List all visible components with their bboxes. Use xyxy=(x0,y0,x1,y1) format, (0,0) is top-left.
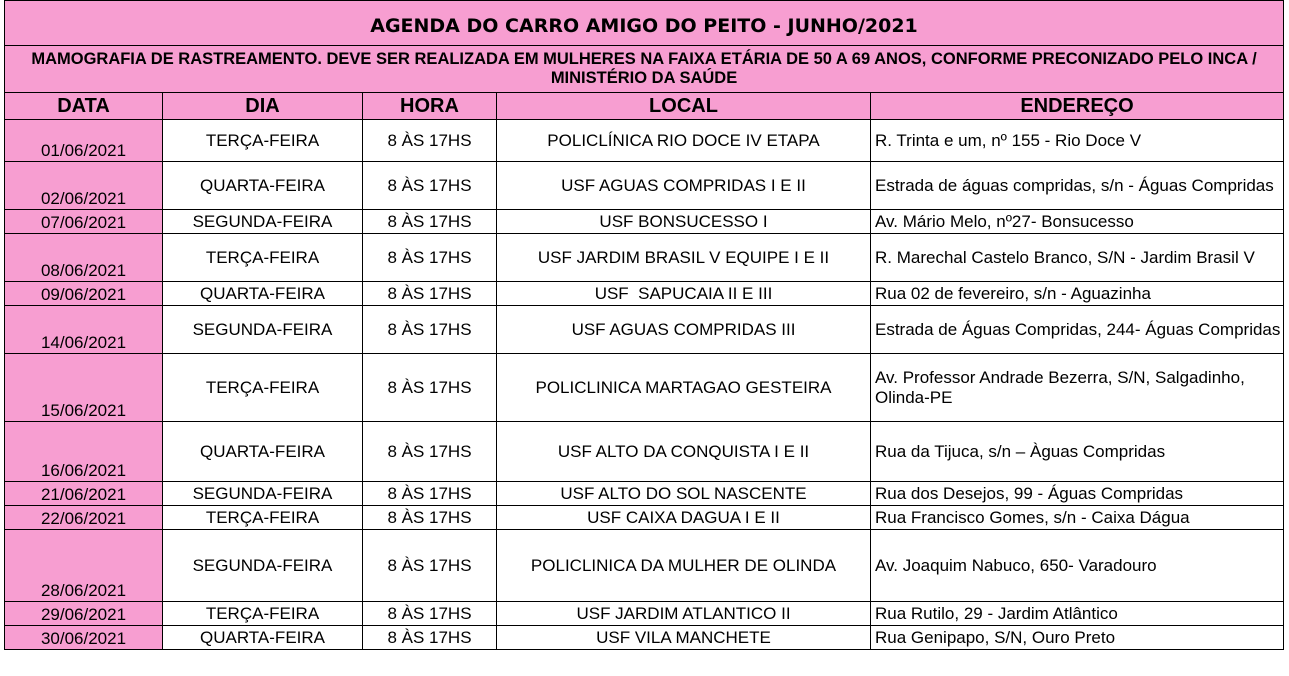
cell-dia: TERÇA-FEIRA xyxy=(163,234,363,282)
table-row xyxy=(5,602,1284,626)
cell-endereco: R. Trinta e um, nº 155 - Rio Doce V xyxy=(871,120,1284,162)
cell-local: POLICLÍNICA RIO DOCE IV ETAPA xyxy=(497,120,871,162)
cell-dia: QUARTA-FEIRA xyxy=(163,282,363,306)
table-row xyxy=(5,282,1284,306)
table-row xyxy=(5,422,1284,482)
page-subtitle: MAMOGRAFIA DE RASTREAMENTO. DEVE SER REALIZADA EM MULHERES NA FAIXA ETÁRIA DE 50 A 69 ANOS, CONFORME PRECONIZADO PELO INCA / MINISTÉRIO DA SAÚDE xyxy=(5,46,1284,93)
cell-endereco: Estrada de águas compridas, s/n - Águas Compridas xyxy=(871,162,1284,210)
cell-data: 21/06/2021 xyxy=(5,482,163,506)
cell-endereco: Rua da Tijuca, s/n – Àguas Compridas xyxy=(871,422,1284,482)
table-row xyxy=(5,354,1284,422)
cell-dia: SEGUNDA-FEIRA xyxy=(163,210,363,234)
table-row xyxy=(5,120,1284,162)
cell-local: POLICLINICA DA MULHER DE OLINDA xyxy=(497,530,871,602)
cell-local: USF AGUAS COMPRIDAS III xyxy=(497,306,871,354)
cell-hora: 8 ÀS 17HS xyxy=(363,120,497,162)
cell-hora: 8 ÀS 17HS xyxy=(363,482,497,506)
cell-local: USF VILA MANCHETE xyxy=(497,626,871,650)
cell-local: USF JARDIM ATLANTICO II xyxy=(497,602,871,626)
cell-hora: 8 ÀS 17HS xyxy=(363,602,497,626)
cell-dia: TERÇA-FEIRA xyxy=(163,354,363,422)
cell-dia: TERÇA-FEIRA xyxy=(163,120,363,162)
cell-local: USF BONSUCESSO I xyxy=(497,210,871,234)
column-header-endereco: ENDEREÇO xyxy=(871,93,1284,120)
cell-endereco: Rua Francisco Gomes, s/n - Caixa Dágua xyxy=(871,506,1284,530)
cell-dia: QUARTA-FEIRA xyxy=(163,422,363,482)
schedule-table xyxy=(4,0,1284,650)
cell-hora: 8 ÀS 17HS xyxy=(363,162,497,210)
page-title: AGENDA DO CARRO AMIGO DO PEITO - JUNHO/2021 xyxy=(5,1,1284,46)
cell-endereco: Rua 02 de fevereiro, s/n - Aguazinha xyxy=(871,282,1284,306)
cell-data: 08/06/2021 xyxy=(5,234,163,282)
cell-data: 28/06/2021 xyxy=(5,530,163,602)
cell-dia: SEGUNDA-FEIRA xyxy=(163,482,363,506)
cell-local: USF AGUAS COMPRIDAS I E II xyxy=(497,162,871,210)
cell-hora: 8 ÀS 17HS xyxy=(363,354,497,422)
cell-endereco: Av. Professor Andrade Bezerra, S/N, Salgadinho, Olinda-PE xyxy=(871,354,1284,422)
cell-data: 29/06/2021 xyxy=(5,602,163,626)
column-header-dia: DIA xyxy=(163,93,363,120)
cell-dia: TERÇA-FEIRA xyxy=(163,506,363,530)
cell-data: 14/06/2021 xyxy=(5,306,163,354)
cell-local: USF JARDIM BRASIL V EQUIPE I E II xyxy=(497,234,871,282)
cell-endereco: R. Marechal Castelo Branco, S/N - Jardim Brasil V xyxy=(871,234,1284,282)
cell-dia: SEGUNDA-FEIRA xyxy=(163,530,363,602)
cell-endereco: Rua dos Desejos, 99 - Águas Compridas xyxy=(871,482,1284,506)
cell-data: 02/06/2021 xyxy=(5,162,163,210)
cell-data: 09/06/2021 xyxy=(5,282,163,306)
cell-hora: 8 ÀS 17HS xyxy=(363,506,497,530)
table-row xyxy=(5,306,1284,354)
cell-data: 07/06/2021 xyxy=(5,210,163,234)
cell-endereco: Estrada de Águas Compridas, 244- Águas Compridas xyxy=(871,306,1284,354)
cell-dia: QUARTA-FEIRA xyxy=(163,626,363,650)
table-row xyxy=(5,234,1284,282)
schedule-sheet xyxy=(4,0,1283,650)
cell-hora: 8 ÀS 17HS xyxy=(363,626,497,650)
column-header-local: LOCAL xyxy=(497,93,871,120)
cell-endereco: Av. Joaquim Nabuco, 650- Varadouro xyxy=(871,530,1284,602)
cell-local: USF ALTO DA CONQUISTA I E II xyxy=(497,422,871,482)
column-header-data: DATA xyxy=(5,93,163,120)
table-row xyxy=(5,506,1284,530)
cell-local: USF SAPUCAIA II E III xyxy=(497,282,871,306)
cell-local: USF ALTO DO SOL NASCENTE xyxy=(497,482,871,506)
cell-hora: 8 ÀS 17HS xyxy=(363,234,497,282)
cell-data: 30/06/2021 xyxy=(5,626,163,650)
cell-data: 16/06/2021 xyxy=(5,422,163,482)
cell-hora: 8 ÀS 17HS xyxy=(363,282,497,306)
cell-endereco: Rua Rutilo, 29 - Jardim Atlântico xyxy=(871,602,1284,626)
cell-dia: SEGUNDA-FEIRA xyxy=(163,306,363,354)
cell-endereco: Av. Mário Melo, nº27- Bonsucesso xyxy=(871,210,1284,234)
cell-data: 15/06/2021 xyxy=(5,354,163,422)
table-row xyxy=(5,162,1284,210)
cell-hora: 8 ÀS 17HS xyxy=(363,210,497,234)
column-header-hora: HORA xyxy=(363,93,497,120)
cell-hora: 8 ÀS 17HS xyxy=(363,422,497,482)
cell-dia: TERÇA-FEIRA xyxy=(163,602,363,626)
cell-hora: 8 ÀS 17HS xyxy=(363,530,497,602)
cell-data: 01/06/2021 xyxy=(5,120,163,162)
table-row xyxy=(5,210,1284,234)
cell-endereco: Rua Genipapo, S/N, Ouro Preto xyxy=(871,626,1284,650)
table-row xyxy=(5,626,1284,650)
cell-local: POLICLINICA MARTAGAO GESTEIRA xyxy=(497,354,871,422)
cell-data: 22/06/2021 xyxy=(5,506,163,530)
table-row xyxy=(5,482,1284,506)
cell-hora: 8 ÀS 17HS xyxy=(363,306,497,354)
header-row xyxy=(5,93,1284,120)
table-row xyxy=(5,530,1284,602)
cell-dia: QUARTA-FEIRA xyxy=(163,162,363,210)
cell-local: USF CAIXA DAGUA I E II xyxy=(497,506,871,530)
